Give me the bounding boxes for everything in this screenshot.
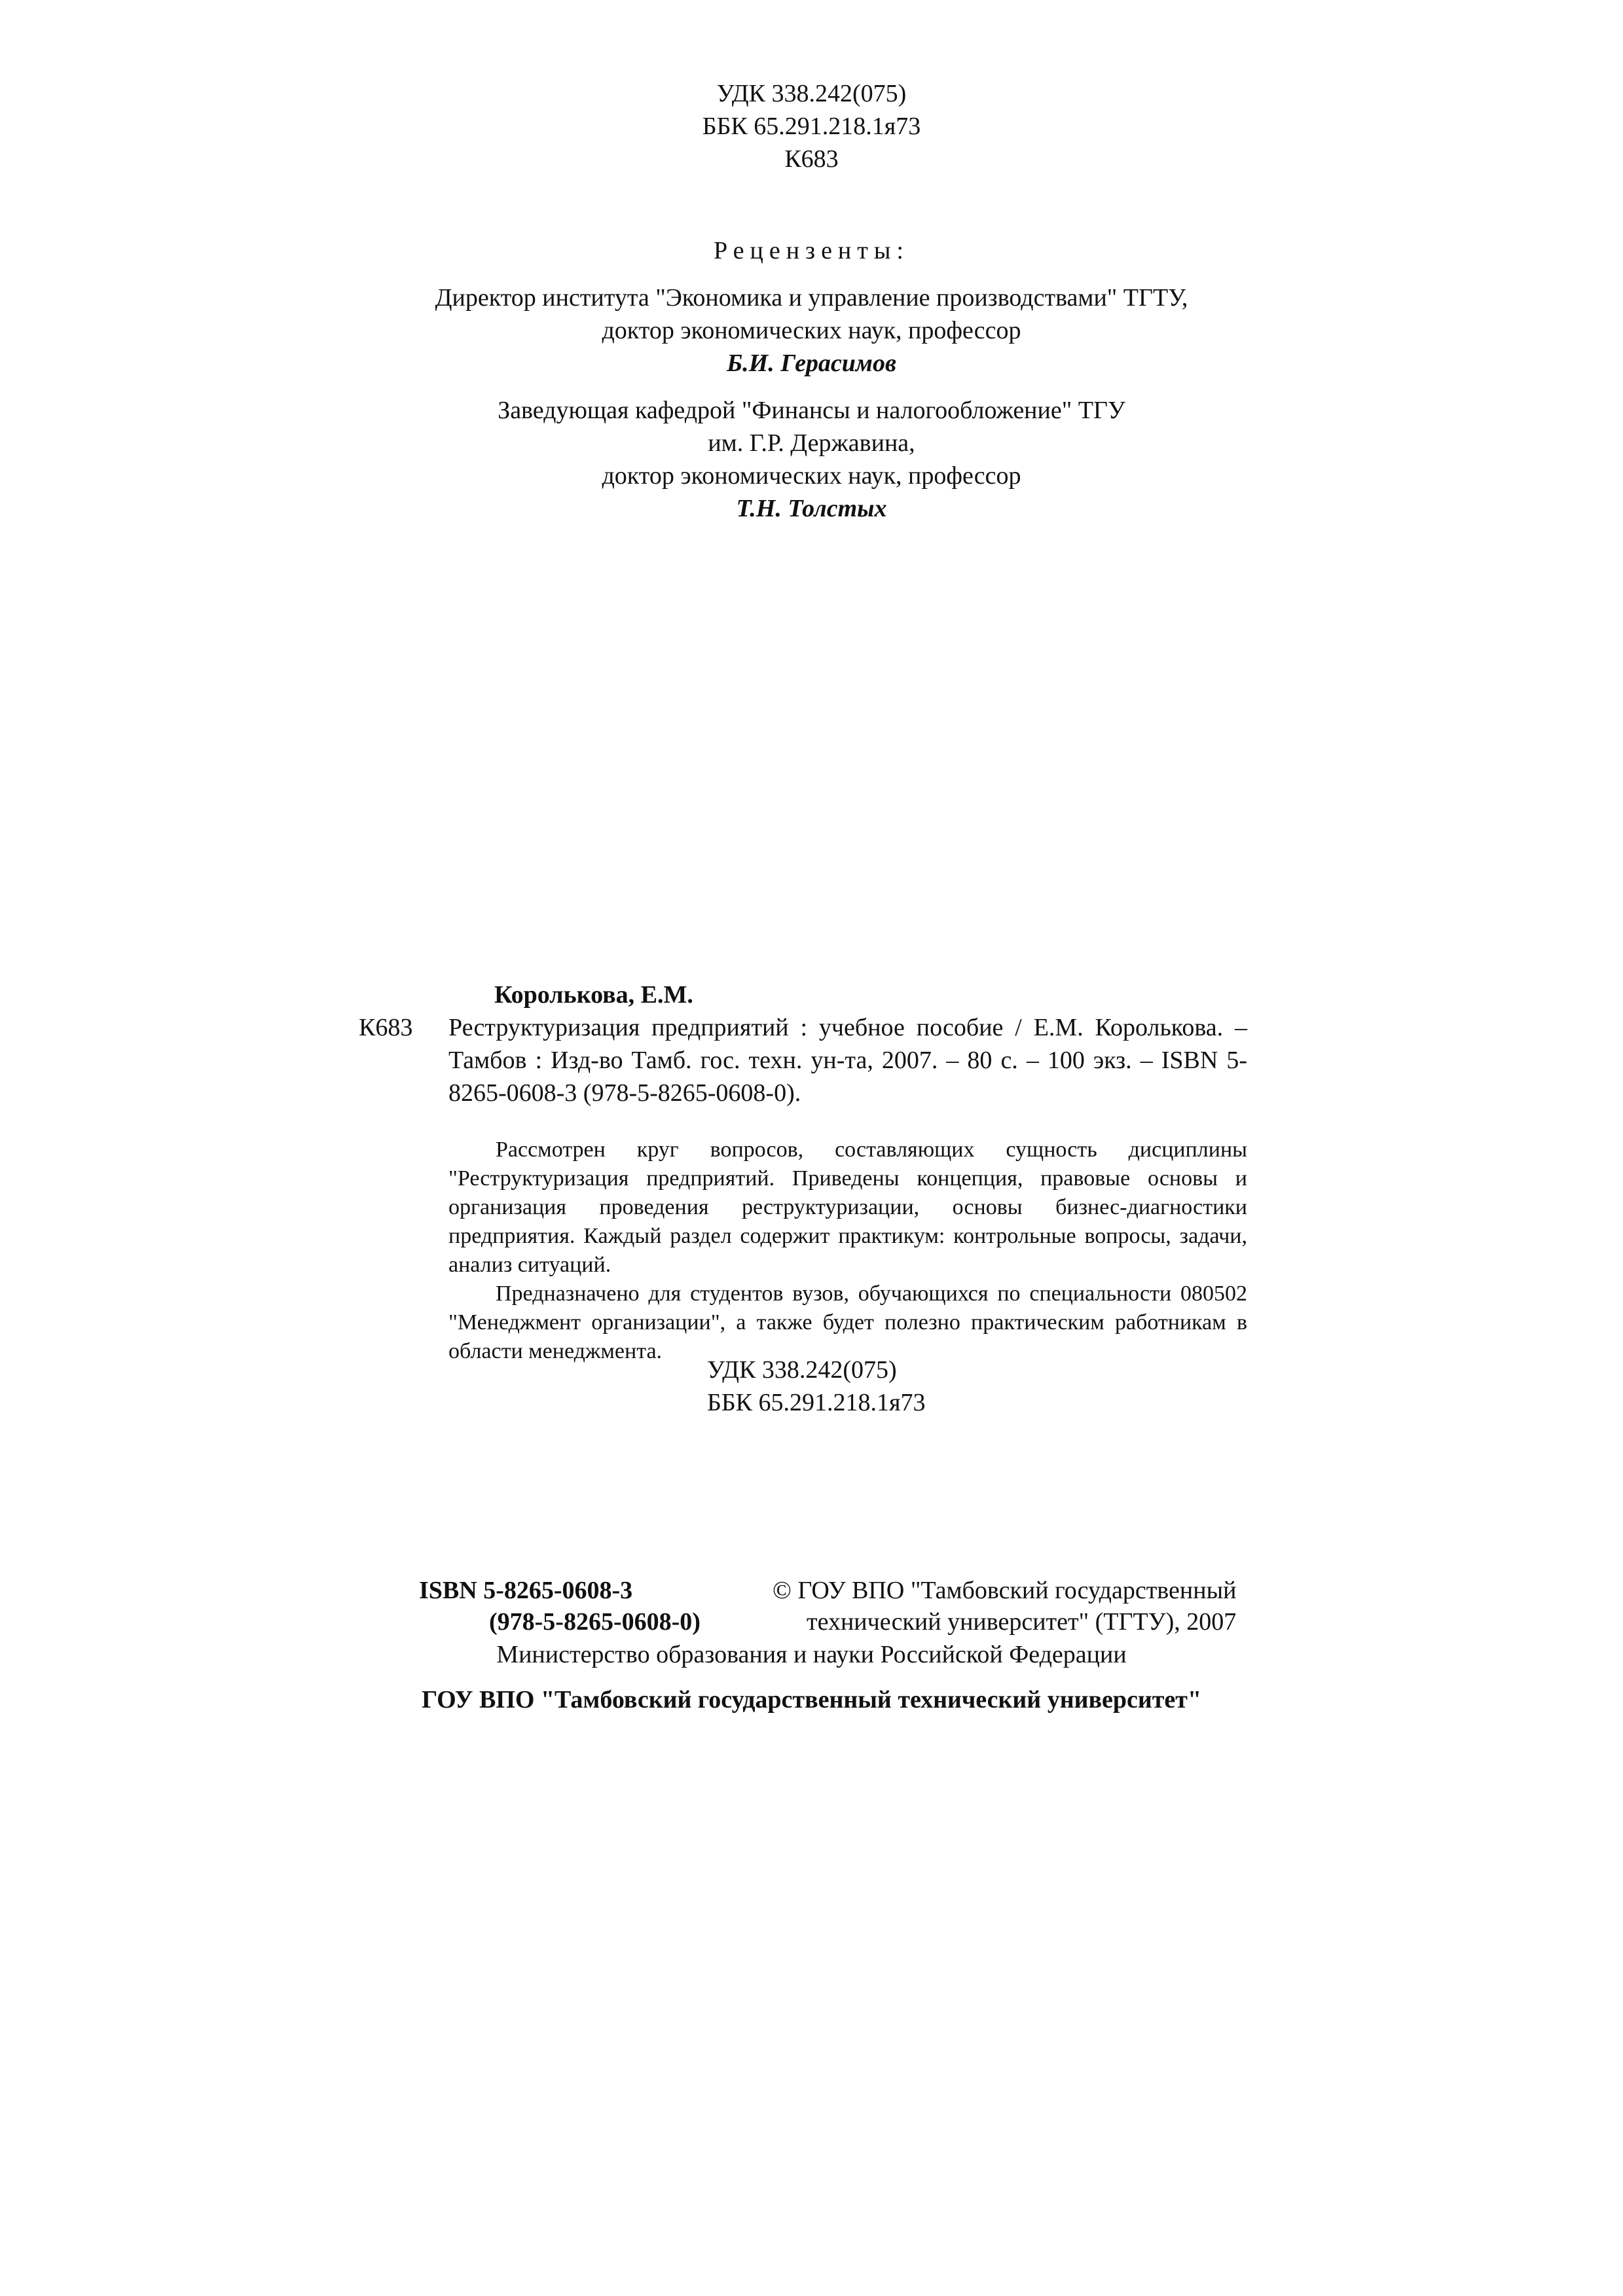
card-description: Реструктуризация предприятий : учебное пособие / Е.М. Королькова. – Тамбов : Изд-во Тамб. гос. техн. ун-та, 2007. – 80 с. – 100 экз. – ISBN 5-8265-0608-3 (978-5-8265-0608-0). [448, 1014, 1247, 1107]
annotation-paragraph-2: Предназначено для студентов вузов, обучающихся по специальности 080502 "Менеджмент организации", а также будет полезно практическим работникам в области менеджмента. [448, 1282, 1247, 1363]
annotation-paragraph-1: Рассмотрен круг вопросов, составляющих сущность дисциплины "Реструктуризация предприятий. Приведены концепция, правовые основы и организация проведения реструктуризации, основы бизнес-диагностики предприятия. Каждый раздел содержит практикум: контрольные вопросы, задачи, анализ ситуаций. [448, 1138, 1247, 1277]
ministry-line: Министерство образования и науки Российской Федерации [496, 1641, 1127, 1668]
copyright-line-1: © ГОУ ВПО "Тамбовский государственный [773, 1577, 1237, 1604]
reviewer2-university: им. Г.Р. Державина, [708, 429, 915, 457]
copyright-line-2: технический университет" (ТГТУ), 2007 [807, 1608, 1237, 1636]
reviewer2-degree: доктор экономических наук, профессор [602, 462, 1021, 490]
reviewer1-name: Б.И. Герасимов [727, 350, 896, 377]
university-line: ГОУ ВПО "Тамбовский государственный технический университет" [421, 1686, 1202, 1713]
reviewer2-name: Т.Н. Толстых [736, 495, 887, 522]
reviewer2-position: Заведующая кафедрой "Финансы и налогообложение" ТГУ [498, 397, 1125, 424]
reviewer1-degree: доктор экономических наук, профессор [602, 317, 1021, 344]
author-code-header: К683 [784, 145, 839, 173]
card-bbk: ББК 65.291.218.1я73 [707, 1389, 926, 1416]
reviewers-title: Рецензенты: [714, 237, 909, 264]
reviewer1-position: Директор института "Экономика и управление производствами" ТГТУ, [435, 284, 1188, 312]
udk-header: УДК 338.242(075) [716, 80, 907, 107]
card-udk: УДК 338.242(075) [707, 1356, 897, 1384]
card-author: Королькова, Е.М. [494, 981, 693, 1009]
isbn-secondary: (978-5-8265-0608-0) [489, 1608, 701, 1636]
card-code: К683 [359, 1014, 413, 1041]
isbn-primary: ISBN 5-8265-0608-3 [419, 1577, 633, 1604]
card-annotation [448, 1136, 1247, 1366]
bbk-header: ББК 65.291.218.1я73 [702, 113, 921, 140]
